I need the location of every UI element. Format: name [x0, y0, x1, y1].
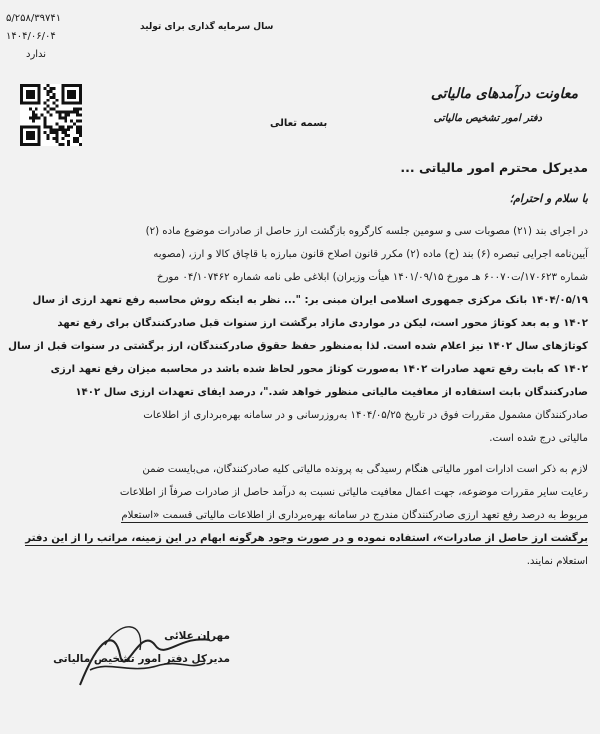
body-line: ۱۴۰۴/۰۵/۱۹ بانک مرکزی جمهوری اسلامی ایران مبنی بر: "... نظر به اینکه روش محاسبه رفع تعهد ارزی از سال [32, 295, 588, 306]
body-line: صادرکنندگان مشمول مقررات فوق در تاریخ ۱۴۰۴/۰۵/۲۵ به‌روزرسانی و در سامانه بهره‌برداری از اطلاعات [143, 410, 588, 421]
body-line: استعلام نمایند. [526, 556, 588, 567]
body-line-underlined: مربوط به درصد رفع تعهد ارزی صادرکنندگان مندرج در سامانه بهره‌برداری از اطلاعات مالیاتی قسمت «استعلام [121, 510, 588, 521]
body-line: در اجرای بند (۲۱) مصوبات سی و سومین جلسه کارگروه بازگشت ارز حاصل از صادرات موضوع ماده (۲) [145, 226, 588, 237]
body-line: آیین‌نامه اجرایی تبصره (۶) بند (ح) ماده (۲) مکرر قانون اصلاح قانون مبارزه با قاچاق کالا و ارز، (مصوبه [153, 249, 588, 260]
greeting: با سلام و احترام؛ [509, 192, 588, 205]
organization-name: معاونت درآمدهای مالیاتی [430, 86, 578, 102]
department-name: دفتر امور تشخیص مالیاتی [433, 113, 542, 124]
year-slogan: سال سرمایه گذاری برای تولید [140, 22, 274, 32]
signatory-title: مدیرکل دفتر امور تشخیص مالیاتی [53, 653, 230, 665]
recipient: مدیرکل محترم امور مالیاتی ... [400, 160, 588, 175]
letter-date: ۱۴۰۴/۰۶/۰۴ [6, 31, 56, 42]
letter-number: ۵/۲۵۸/۳۹۷۴۱ [6, 13, 62, 24]
qr-code [20, 84, 82, 146]
body-line: مالیاتی درج شده است. [489, 433, 588, 444]
body-line: لازم به ذکر است ادارات امور مالیاتی هنگام رسیدگی به پرونده مالیاتی کلیه صادرکنندگان، می‌بایست ضمن [142, 464, 588, 475]
letter-meta [6, 10, 76, 64]
body-line: ۱۴۰۲ و به بعد کوتاژ محور است، لیکن در مواردی مازاد برگشت ارز سنوات قبل صادرکنندگان برای رفع تعهد [57, 318, 588, 329]
body-line: صادرکنندگان بابت استفاده از معافیت مالیاتی منظور خواهد شد."، درصد ایفای تعهدات ارزی سال ۱۴۰۲ [75, 387, 588, 398]
body-line-underlined: برگشت ارز حاصل از صادرات»، استفاده نموده و در صورت وجود هرگونه ابهام در این زمینه، مراتب را از این دفتر [25, 533, 588, 544]
body-line: شماره ۱۷۰۶۲۳/ت۶۰۰۷۰ هـ مورخ ۱۴۰۱/۰۹/۱۵ هیأت وزیران) ابلاغی طی نامه شماره ۰۴/۱۰۷۴۶۲ مورخ [156, 272, 588, 283]
bismillah: بسمه تعالی [270, 118, 328, 129]
letter-attachment: ندارد [26, 49, 47, 60]
signatory-name: مهران علائی [164, 630, 230, 642]
body-line: کوتاژهای سال ۱۴۰۲ نیز اعلام شده است. لذا به‌منظور حفظ حقوق صادرکنندگان، ارز برگشتی در سنوات قبل از سال [8, 341, 588, 352]
body-line: رعایت سایر مقررات موضوعه، جهت اعمال معافیت مالیاتی نسبت به درآمد حاصل از صادرات صرفاً از اطلاعات [119, 487, 588, 498]
body-line: ۱۴۰۲ که بابت رفع تعهد صادرات ۱۴۰۲ به‌صورت کوتاژ محور لحاظ شده باشد در محاسبه میزان رفع تعهد ارزی [50, 364, 588, 375]
